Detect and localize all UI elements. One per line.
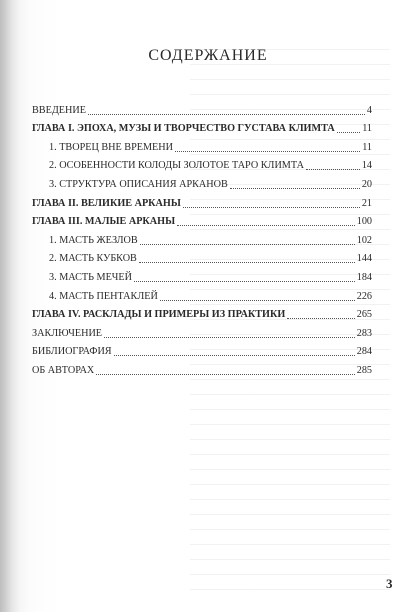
toc-entry xyxy=(32,247,372,266)
toc-title: СОДЕРЖАНИЕ xyxy=(148,47,268,64)
toc-dot-leader xyxy=(287,318,354,319)
toc-entry xyxy=(32,340,372,359)
toc-entry-page: 285 xyxy=(356,364,372,376)
toc-entry-label: ВВЕДЕНИЕ xyxy=(32,104,86,116)
toc-entry-page: 100 xyxy=(356,216,372,228)
toc-entry xyxy=(32,154,372,173)
toc-entry-label: БИБЛИОГРАФИЯ xyxy=(32,346,112,358)
toc-entry-label: 1. МАСТЬ ЖЕЗЛОВ xyxy=(49,234,138,246)
toc-entry-label: 3. СТРУКТУРА ОПИСАНИЯ АРКАНОВ xyxy=(49,178,228,190)
toc-entry-label: ОБ АВТОРАХ xyxy=(32,364,95,376)
toc-dot-leader xyxy=(104,337,355,338)
toc-entry xyxy=(32,135,372,154)
toc-entry xyxy=(32,210,372,229)
toc-entry xyxy=(32,303,372,322)
toc-dot-leader xyxy=(114,355,355,356)
toc-dot-leader xyxy=(139,262,355,263)
toc-dot-leader xyxy=(177,225,355,226)
toc-entry-label: 1. ТВОРЕЦ ВНЕ ВРЕМЕНИ xyxy=(49,141,173,153)
toc-entry-page: 144 xyxy=(356,253,372,265)
toc-entry xyxy=(32,191,372,210)
toc-entry-label: ГЛАВА II. ВЕЛИКИЕ АРКАНЫ xyxy=(32,197,181,209)
toc-entry-page: 11 xyxy=(362,141,372,153)
toc-entry-page: 184 xyxy=(356,271,372,283)
toc-dot-leader xyxy=(175,151,360,152)
toc-entry-page: 226 xyxy=(356,290,372,302)
toc-entry-page: 14 xyxy=(361,160,372,172)
toc-dot-leader xyxy=(183,207,360,208)
toc-dot-leader xyxy=(140,244,355,245)
toc-entry xyxy=(32,98,372,117)
toc-dot-leader xyxy=(337,132,360,133)
toc-entry xyxy=(32,228,372,247)
toc-entry-label: 3. МАСТЬ МЕЧЕЙ xyxy=(49,271,132,283)
toc-entry xyxy=(32,172,372,191)
toc-dot-leader xyxy=(96,374,354,375)
page-number: 3 xyxy=(386,576,393,591)
toc-dot-leader xyxy=(134,281,355,282)
toc-entry xyxy=(32,284,372,303)
toc-entry-page: 11 xyxy=(362,123,372,135)
toc-entry-page: 283 xyxy=(356,327,372,339)
toc-entry-page: 20 xyxy=(361,178,372,190)
toc-entry-label: 2. ОСОБЕННОСТИ КОЛОДЫ ЗОЛОТОЕ ТАРО КЛИМТА xyxy=(49,160,304,172)
toc-entry-page: 284 xyxy=(356,346,372,358)
toc-entry xyxy=(32,321,372,340)
table-of-contents xyxy=(32,98,372,377)
toc-entry-page: 21 xyxy=(361,197,372,209)
toc-entry-label: ГЛАВА III. МАЛЫЕ АРКАНЫ xyxy=(32,216,176,228)
toc-dot-leader xyxy=(160,300,355,301)
toc-entry xyxy=(32,265,372,284)
toc-entry-page: 265 xyxy=(356,309,372,321)
toc-entry xyxy=(32,358,372,377)
toc-entry-label: 4. МАСТЬ ПЕНТАКЛЕЙ xyxy=(49,290,158,302)
toc-entry xyxy=(32,117,372,136)
toc-entry-label: ГЛАВА IV. РАСКЛАДЫ И ПРИМЕРЫ ИЗ ПРАКТИКИ xyxy=(32,309,286,321)
toc-entry-label: 2. МАСТЬ КУБКОВ xyxy=(49,253,137,265)
toc-entry-label: ЗАКЛЮЧЕНИЕ xyxy=(32,327,103,339)
toc-entry-page: 102 xyxy=(356,234,372,246)
toc-entry-label: ГЛАВА I. ЭПОХА, МУЗЫ И ТВОРЧЕСТВО ГУСТАВА КЛИМТА xyxy=(32,123,335,135)
toc-entry-page: 4 xyxy=(366,104,372,116)
toc-dot-leader xyxy=(230,188,360,189)
toc-dot-leader xyxy=(88,114,365,115)
toc-dot-leader xyxy=(306,169,360,170)
